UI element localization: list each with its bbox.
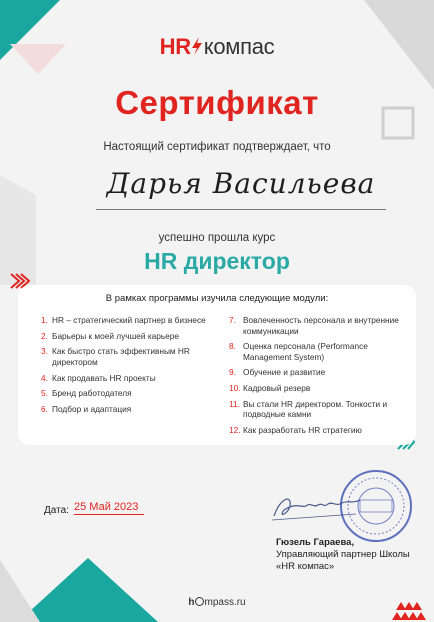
- certificate-title: Сертификат: [115, 84, 319, 121]
- list-item: [229, 341, 407, 362]
- date-value: 25 Май 2023: [74, 501, 139, 513]
- module-title: Бренд работодателя: [52, 388, 132, 399]
- date-label: Дата:: [44, 505, 69, 516]
- module-title: Подбор и адаптация: [52, 403, 132, 414]
- list-item: [229, 367, 407, 378]
- module-number: 3.: [41, 346, 48, 357]
- module-title: Кадровый резерв: [243, 383, 311, 394]
- module-title: Обучение и развитие: [243, 367, 326, 378]
- logo-hr-text: HR: [159, 34, 191, 59]
- module-number: 7.: [229, 315, 236, 325]
- list-item: [229, 399, 407, 420]
- modules-heading: В рамках программы изучила следующие модули:: [105, 293, 329, 304]
- signer-name: Гюзель Гараева,: [276, 537, 355, 548]
- footer-website: [0, 597, 434, 608]
- footer-prefix: h: [188, 597, 195, 608]
- modules-list-right: [229, 315, 407, 441]
- module-title: Как быстро стать эффективным HR директором: [52, 346, 190, 367]
- company-seal: [338, 468, 414, 544]
- date-underline: [74, 514, 144, 515]
- module-title: Барьеры к моей лучшей карьере: [52, 330, 180, 341]
- module-number: 4.: [41, 372, 48, 383]
- confirmation-text: Настоящий сертификат подтверждает, что: [103, 141, 331, 153]
- modules-card: [18, 285, 416, 445]
- list-item: [41, 404, 211, 415]
- recipient-name: Дарья Васильева: [106, 167, 376, 200]
- module-number: 9.: [229, 367, 236, 378]
- compass-dot-icon: [195, 597, 204, 606]
- completed-text: успешно прошла курс: [158, 232, 276, 244]
- module-title: Вовлеченность персонала и внутренние коммуникации: [243, 315, 399, 336]
- list-item: [229, 315, 407, 336]
- name-underline: [96, 209, 386, 210]
- module-number: 11.: [229, 398, 240, 409]
- signer-role: Управляющий партнер Школы «HR компас»: [276, 549, 410, 572]
- module-number: 5.: [41, 388, 48, 399]
- module-title: Как продавать HR проекты: [52, 372, 156, 383]
- list-item: [229, 383, 407, 394]
- lightning-bolt-icon: [190, 36, 204, 62]
- list-item: [41, 346, 211, 367]
- module-title: Как разработать HR стратегию: [243, 424, 362, 435]
- logo-kompas-text: компас: [203, 34, 275, 59]
- module-number: 6.: [41, 403, 48, 414]
- module-title: HR – стратегический партнер в бизнесе: [52, 315, 206, 325]
- list-item: [41, 388, 211, 399]
- module-title: Оценка персонала (Performance Management System): [243, 341, 368, 362]
- modules-list-left: [41, 315, 211, 420]
- module-number: 1.: [41, 315, 48, 325]
- course-name: HR директор: [144, 248, 290, 274]
- module-number: 12.: [229, 424, 241, 435]
- module-number: 2.: [41, 330, 48, 341]
- module-title: Вы стали HR директором. Тонкости и подводные камни: [243, 398, 388, 420]
- list-item: [41, 373, 211, 384]
- list-item: [41, 315, 211, 326]
- footer-domain: mpass.ru: [204, 597, 246, 608]
- list-item: [229, 425, 407, 436]
- grey-triangle-bottom-left: [0, 560, 40, 622]
- hr-kompas-logo: [0, 34, 434, 62]
- list-item: [41, 331, 211, 342]
- module-number: 8.: [229, 341, 236, 352]
- module-number: 10.: [229, 383, 241, 394]
